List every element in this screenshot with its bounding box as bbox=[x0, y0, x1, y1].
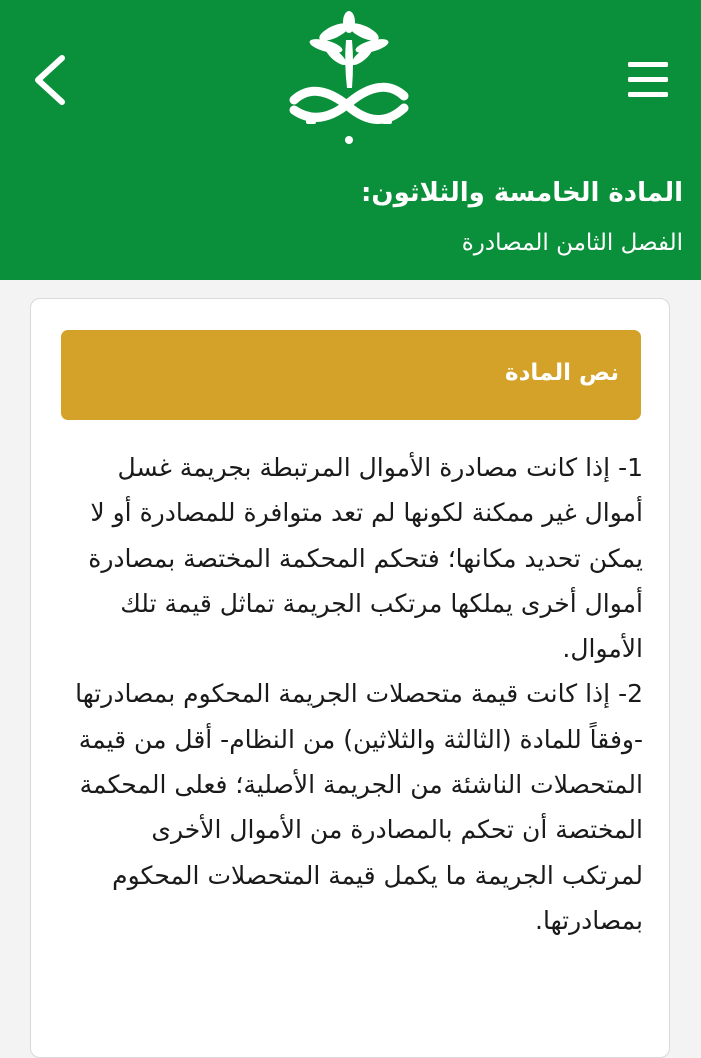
article-paragraph-1: 1- إذا كانت مصادرة الأموال المرتبطة بجريمة غسل أموال غير ممكنة لكونها لم تعد متوافرة للمصادرة أو لا يمكن تحديد مكانها؛ فتحكم المحكمة المختصة بمصادرة أموال أخرى يملكها مرتكب الجريمة تماثل قيمة تلك الأموال. bbox=[88, 453, 643, 664]
chapter-title: الفصل الثامن المصادرة bbox=[461, 230, 683, 256]
article-text bbox=[71, 445, 643, 943]
saudi-emblem-logo bbox=[286, 10, 414, 155]
app-header bbox=[0, 0, 701, 280]
section-header-label: نص المادة bbox=[505, 360, 619, 386]
section-header bbox=[61, 330, 641, 420]
article-title: المادة الخامسة والثلاثون: bbox=[360, 178, 683, 208]
back-button[interactable] bbox=[28, 50, 84, 110]
menu-button[interactable] bbox=[622, 52, 678, 112]
article-paragraph-2: 2- إذا كانت قيمة متحصلات الجريمة المحكوم بمصادرتها -وفقاً للمادة (الثالثة والثلاثين) من النظام- أقل من قيمة المتحصلات الناشئة من الجريمة الأصلية؛ فعلى المحكمة المختصة أن تحكم بالمصادرة من الأموال الأخرى لمرتكب الجريمة ما يكمل قيمة المتحصلات المحكوم بمصادرتها. bbox=[75, 679, 643, 935]
saudi-palm-swords-emblem-icon bbox=[286, 10, 414, 155]
article-card bbox=[30, 298, 670, 1058]
chevron-left-icon bbox=[28, 50, 84, 110]
hamburger-menu-icon bbox=[622, 52, 678, 112]
